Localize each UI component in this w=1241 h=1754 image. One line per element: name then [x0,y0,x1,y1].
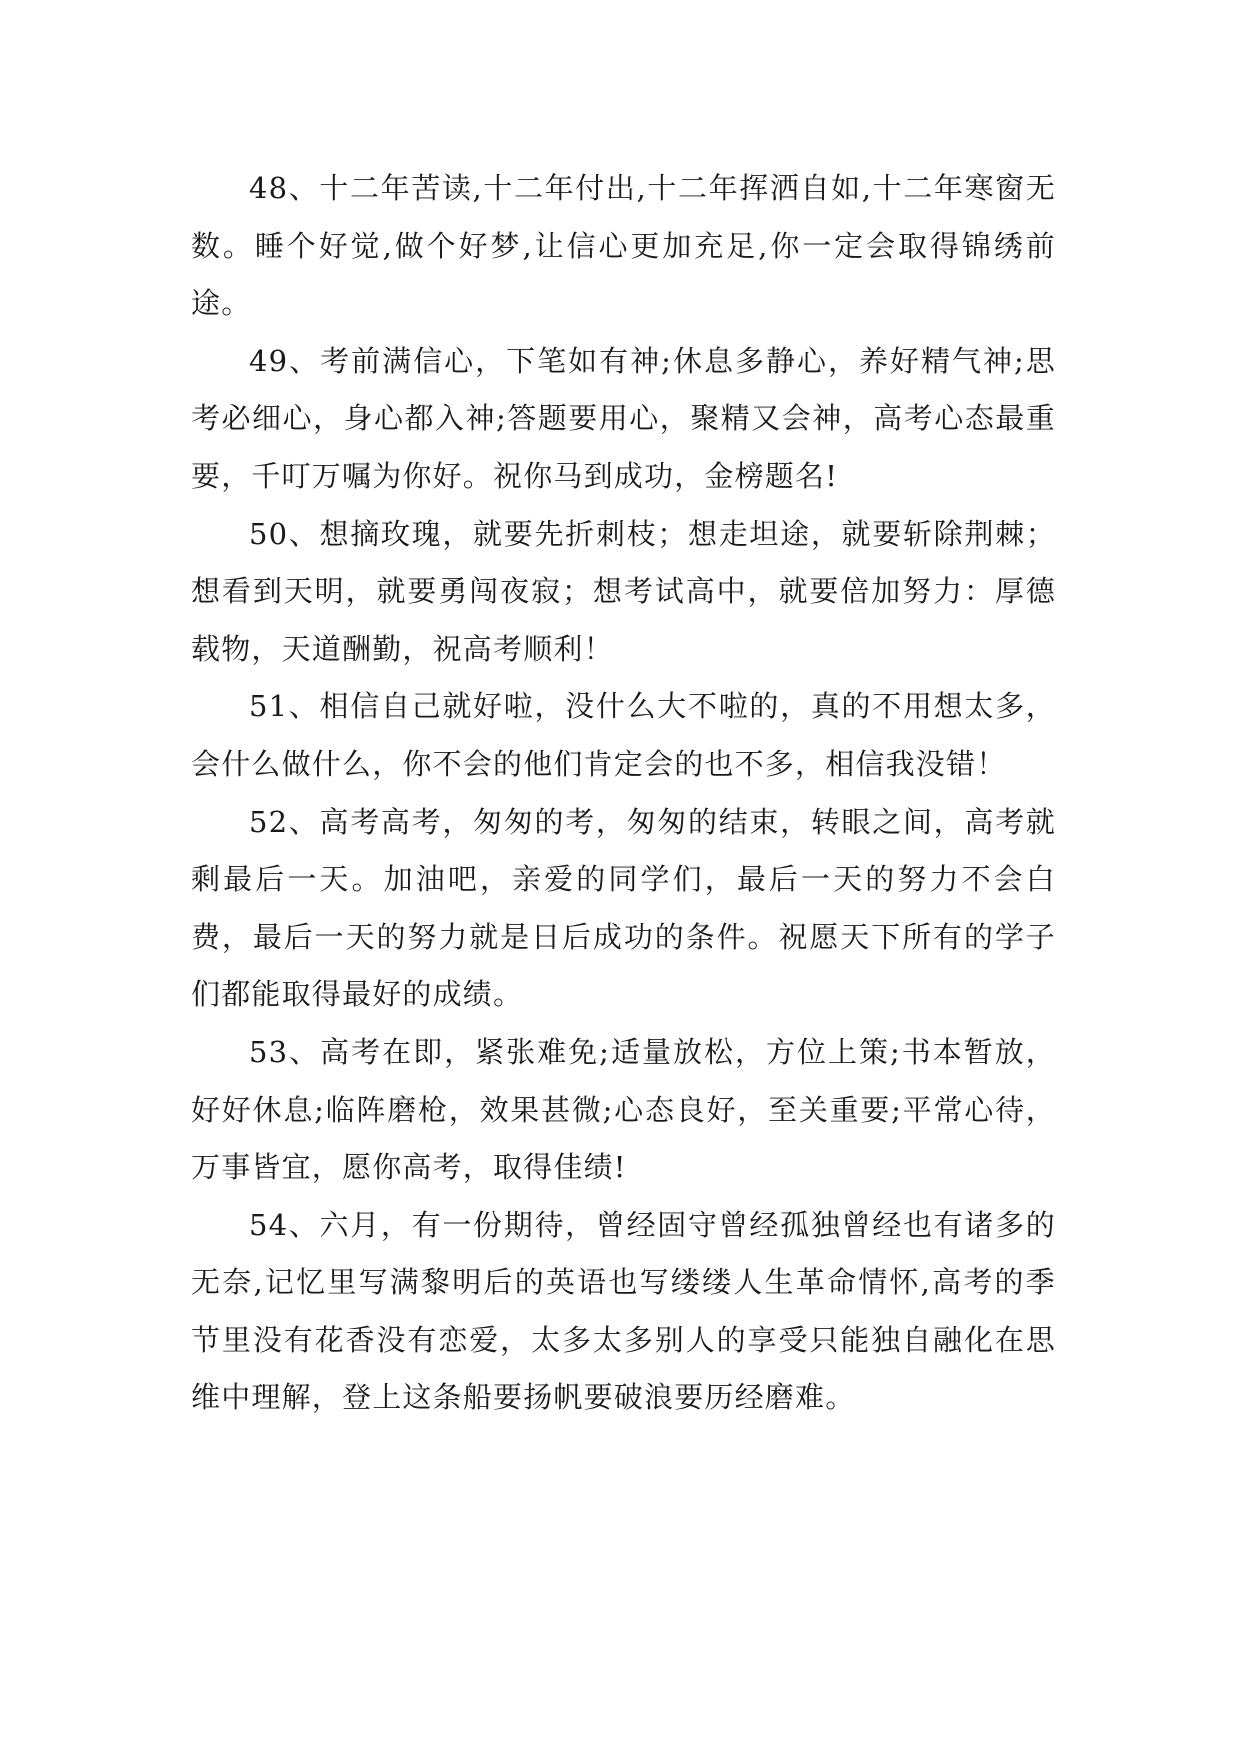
paragraph-49: 49、考前满信心，下笔如有神;休息多静心，养好精气神;思考必细心，身心都入神;答题要用心，聚精又会神，高考心态最重要，千叮万嘱为你好。祝你马到成功，金榜题名! [191,343,1056,493]
paragraph-51: 51、相信自己就好啦，没什么大不啦的，真的不用想太多，会什么做什么，你不会的他们肯定会的也不多，相信我没错！ [191,689,1056,781]
document-body [191,160,1056,1427]
paragraph-54: 54、六月，有一份期待，曾经固守曾经孤独曾经也有诸多的无奈,记忆里写满黎明后的英语也写缕缕人生革命情怀,高考的季节里没有花香没有恋爱，太多太多别人的享受只能独自融化在思维中理解，登上这条船要扬帆要破浪要历经磨难。 [191,1207,1056,1415]
paragraph-50: 50、想摘玫瑰，就要先折刺枝；想走坦途，就要斩除荆棘；想看到天明，就要勇闯夜寂；想考试高中，就要倍加努力：厚德载物，天道酬勤，祝高考顺利！ [191,516,1056,666]
paragraph-48: 48、十二年苦读,十二年付出,十二年挥洒自如,十二年寒窗无数。睡个好觉,做个好梦,让信心更加充足,你一定会取得锦绣前途。 [191,171,1056,321]
paragraph-52: 52、高考高考，匆匆的考，匆匆的结束，转眼之间，高考就剩最后一天。加油吧，亲爱的同学们，最后一天的努力不会白费，最后一天的努力就是日后成功的条件。祝愿天下所有的学子们都能取得最好的成绩。 [191,804,1056,1012]
paragraph-53: 53、高考在即，紧张难免;适量放松，方位上策;书本暂放，好好休息;临阵磨枪，效果甚微;心态良好，至关重要;平常心待，万事皆宜，愿你高考，取得佳绩! [191,1034,1056,1185]
